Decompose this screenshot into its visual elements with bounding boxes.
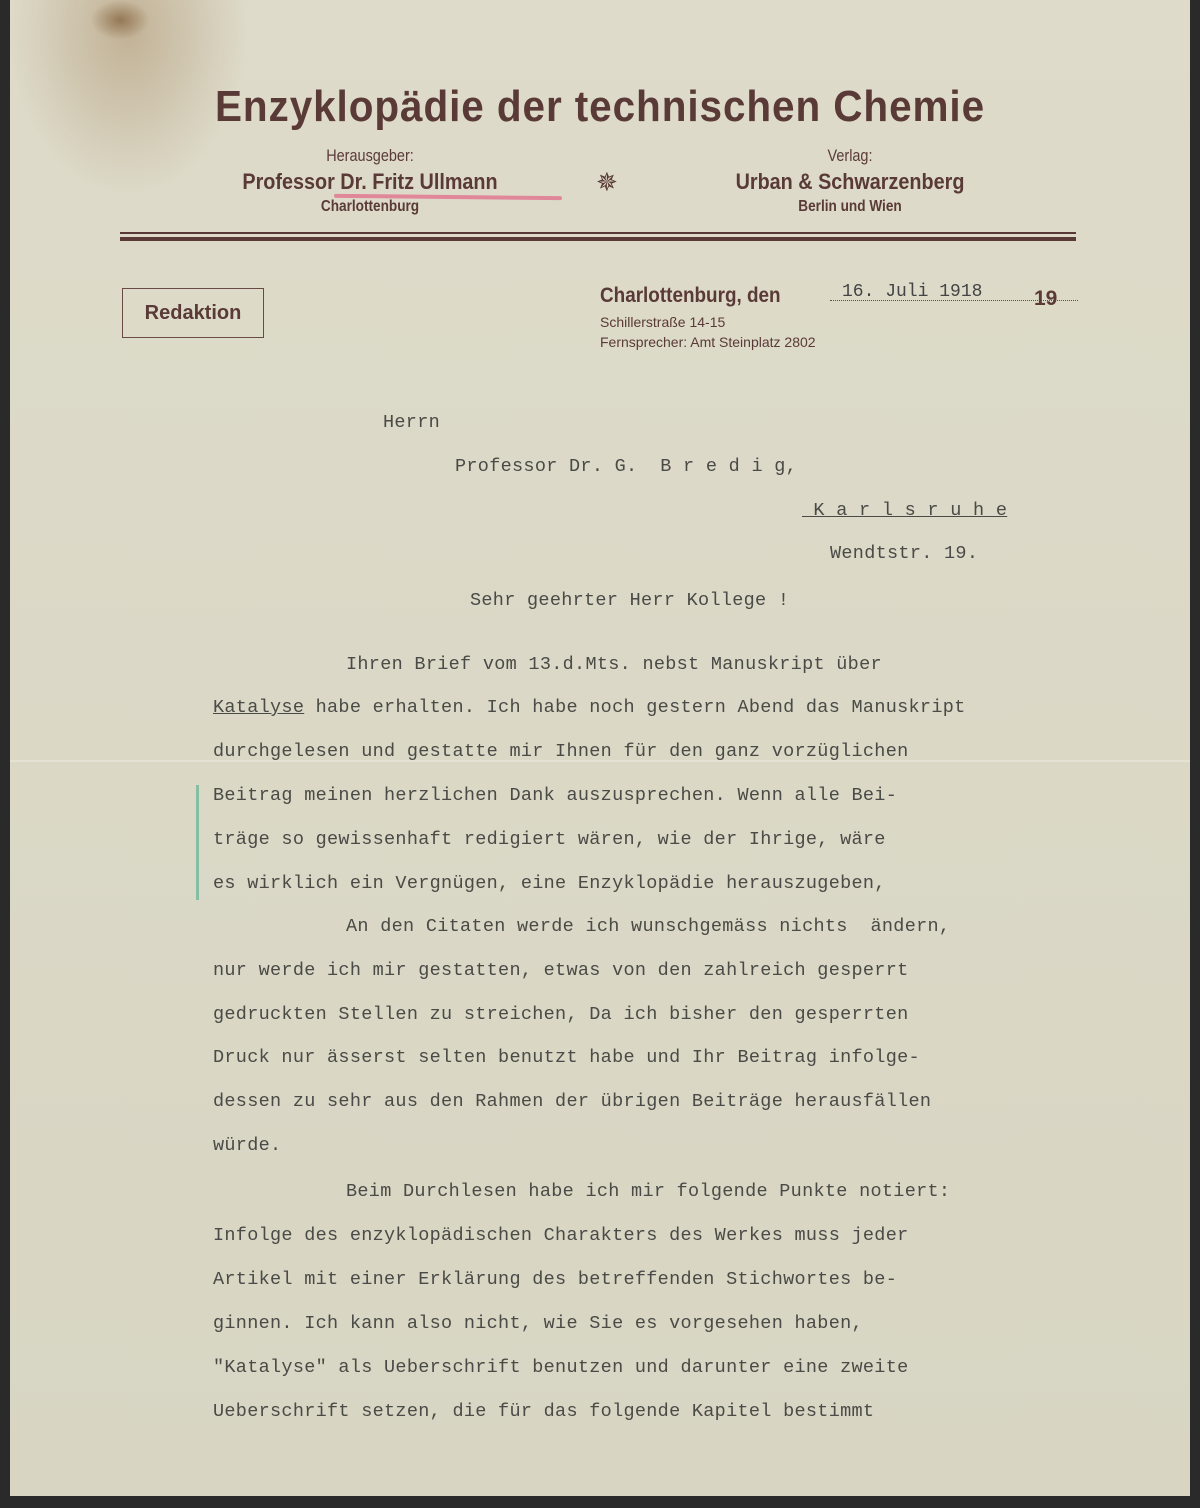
body-line: träge so gewissenhaft redigiert wären, wie der Ihrige, wäre xyxy=(213,829,886,850)
editor-city: Charlottenburg xyxy=(320,198,420,215)
body-line: es wirklich ein Vergnügen, eine Enzyklopädie herauszugeben, xyxy=(213,873,886,894)
editor-name: Professor Dr. Fritz Ullmann xyxy=(242,169,498,194)
publisher-label: Verlag: xyxy=(827,146,873,165)
green-margin-mark xyxy=(196,785,199,900)
place-line xyxy=(600,284,801,308)
header-rule-thin xyxy=(120,232,1076,234)
body-line: nur werde ich mir gestatten, etwas von den zahlreich gesperrt xyxy=(213,960,909,981)
body-line: Beim Durchlesen habe ich mir folgende Punkte notiert: xyxy=(346,1181,951,1202)
body-line: Druck nur ässerst selten benutzt habe und Ihr Beitrag infolge- xyxy=(213,1047,920,1068)
recipient-name: Professor Dr. G. B r e d i g, xyxy=(455,456,798,477)
letterhead-title: Enzyklopädie der technischen Chemie xyxy=(214,82,986,131)
ornament-star-icon: ✵ xyxy=(596,168,618,198)
body-line: würde. xyxy=(213,1135,282,1156)
body-line: dessen zu sehr aus den Rahmen der übrigen Beiträge herausfällen xyxy=(213,1091,932,1112)
header-rule-thick xyxy=(120,237,1076,241)
date-suffix: 19 xyxy=(1034,287,1058,310)
recipient-salutation: Herrn xyxy=(383,412,441,433)
recipient-city: K a r l s r u h e xyxy=(802,500,1008,521)
body-line: An den Citaten werde ich wunschgemäss nichts ändern, xyxy=(346,916,951,937)
body-line: Ihren Brief vom 13.d.Mts. nebst Manuskript über xyxy=(346,654,882,675)
body-line: Infolge des enzyklopädischen Charakters des Werkes muss jeder xyxy=(213,1225,909,1246)
body-line xyxy=(213,697,966,718)
greeting: Sehr geehrter Herr Kollege ! xyxy=(470,590,790,611)
body-line: Beitrag meinen herzlichen Dank auszusprechen. Wenn alle Bei- xyxy=(213,785,898,806)
body-line: "Katalyse" als Ueberschrift benutzen und darunter eine zweite xyxy=(213,1357,909,1378)
body-line-text: habe erhalten. Ich habe noch gestern Abend das Manuskript xyxy=(315,697,966,718)
typed-date: 16. Juli 1918 xyxy=(842,282,983,302)
letter-page xyxy=(10,0,1190,1496)
street-address: Schillerstraße 14-15 xyxy=(600,314,726,330)
editor-block xyxy=(190,146,550,219)
phone-number: Fernsprecher: Amt Steinplatz 2802 xyxy=(600,334,816,350)
stain xyxy=(90,0,150,40)
body-line: Artikel mit einer Erklärung des betreffenden Stichwortes be- xyxy=(213,1269,898,1290)
body-line: durchgelesen und gestatte mir Ihnen für den ganz vorzüglichen xyxy=(213,741,909,762)
body-line: gedruckten Stellen zu streichen, Da ich bisher den gesperrten xyxy=(213,1004,909,1025)
underlined-keyword: Katalyse xyxy=(213,697,305,718)
publisher-city: Berlin und Wien xyxy=(798,198,902,215)
publisher-name: Urban & Schwarzenberg xyxy=(735,169,965,194)
department-box: Redaktion xyxy=(122,288,264,338)
editor-label: Herausgeber: xyxy=(326,146,414,165)
recipient-street: Wendtstr. 19. xyxy=(830,543,979,564)
publisher-block xyxy=(670,146,1030,219)
body-line: Ueberschrift setzen, die für das folgende Kapitel bestimmt xyxy=(213,1401,875,1422)
city-line: Charlottenburg, den xyxy=(600,284,781,307)
body-line: ginnen. Ich kann also nicht, wie Sie es vorgesehen haben, xyxy=(213,1313,863,1334)
